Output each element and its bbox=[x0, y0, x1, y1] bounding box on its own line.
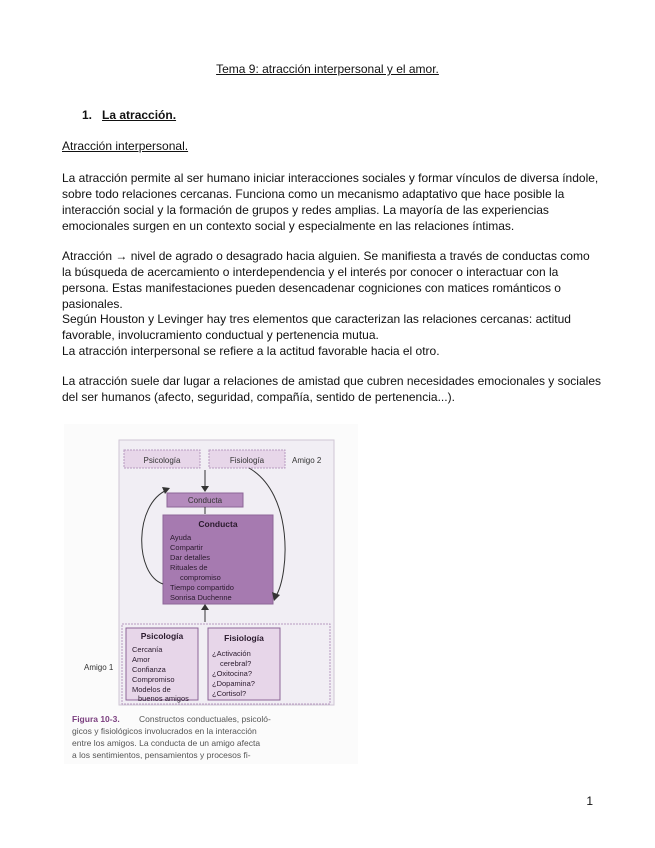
friendship-figure bbox=[64, 424, 358, 764]
paragraph-houston-levinger bbox=[62, 311, 602, 359]
conducta-item: Ayuda bbox=[170, 533, 192, 542]
amigo1-fisiologia-title: Fisiología bbox=[224, 633, 264, 643]
conducta-top-label: Conducta bbox=[187, 496, 223, 505]
section-number: 1. bbox=[82, 108, 93, 122]
conducta-item: Tiempo compartido bbox=[170, 583, 234, 592]
conducta-item: Sonrisa Duchenne bbox=[170, 593, 232, 602]
paragraph-attitude: La atracción interpersonal se refiere a la actitud favorable hacia el otro. bbox=[62, 344, 440, 358]
document-title: Tema 9: atracción interpersonal y el amor. bbox=[216, 62, 439, 76]
section-title: La atracción. bbox=[102, 108, 177, 122]
amigo2-label: Amigo 2 bbox=[292, 456, 322, 465]
section-heading bbox=[82, 108, 176, 122]
caption-line: a los sentimientos, pensamientos y procesos fi- bbox=[72, 750, 251, 760]
conducta-title: Conducta bbox=[198, 519, 238, 529]
psicologia-item: Confianza bbox=[132, 665, 166, 674]
psicologia-item: buenos amigos bbox=[138, 694, 189, 703]
page-number: 1 bbox=[586, 794, 593, 808]
amigo1-psicologia-title: Psicología bbox=[140, 631, 184, 641]
subsection-heading: Atracción interpersonal. bbox=[62, 139, 189, 153]
amigo2-fisiologia-label: Fisiología bbox=[229, 456, 265, 465]
caption-line: Constructos conductuales, psicoló- bbox=[139, 714, 271, 724]
psicologia-item: Modelos de bbox=[132, 685, 171, 694]
paragraph-definition: Atracción → nivel de agrado o desagrado hacia alguien. Se manifiesta a través de conductas como la búsqueda de acercamiento o interdependencia y el interés por conocer o interactuar con la persona. Estas manifestaciones pueden desencadenar cogniciones con matices románticos o pasionales. bbox=[62, 249, 590, 311]
fisiologia-item: ¿Cortisol? bbox=[212, 689, 247, 698]
caption-line: entre los amigos. La conducta de un amigo afecta bbox=[72, 738, 261, 748]
conducta-item: Rituales de bbox=[170, 563, 208, 572]
psicologia-item: Compromiso bbox=[132, 675, 175, 684]
paragraph-elements: Según Houston y Levinger hay tres elementos que caracterizan las relaciones cercanas: actitud favorable, involucramiento conductual y pertenencia mutua. bbox=[62, 312, 571, 342]
fisiologia-item: cerebral? bbox=[220, 659, 252, 668]
fisiologia-item: ¿Oxitocina? bbox=[212, 669, 253, 678]
amigo1-label: Amigo 1 bbox=[84, 663, 114, 672]
fisiologia-item: ¿Dopamina? bbox=[212, 679, 255, 688]
caption-label: Figura 10-3. bbox=[72, 714, 120, 724]
psicologia-item: Cercanía bbox=[132, 645, 163, 654]
conducta-item: Compartir bbox=[170, 543, 203, 552]
psicologia-item: Amor bbox=[132, 655, 150, 664]
paragraph-friendship: La atracción suele dar lugar a relaciones de amistad que cubren necesidades emocionales y sociales del ser humanos (afecto, seguridad, compañía, sentido de pertenencia...). bbox=[62, 374, 601, 404]
caption-line: gicos y fisiológicos involucrados en la interacción bbox=[72, 726, 257, 736]
conducta-item: Dar detalles bbox=[170, 553, 211, 562]
fisiologia-item: ¿Activación bbox=[212, 649, 251, 658]
paragraph-intro: La atracción permite al ser humano iniciar interacciones sociales y formar vínculos de diversa índole, sobre todo relaciones cercanas. Funciona como un mecanismo adaptativo que hace posible la interacción social y la formación de grupos y redes amplias. La mayoría de las experiencias emocionales surgen en un contexto social y especialmente en las relaciones íntimas. bbox=[62, 171, 599, 233]
conducta-item: compromiso bbox=[180, 573, 221, 582]
amigo2-psicologia-label: Psicología bbox=[143, 456, 181, 465]
